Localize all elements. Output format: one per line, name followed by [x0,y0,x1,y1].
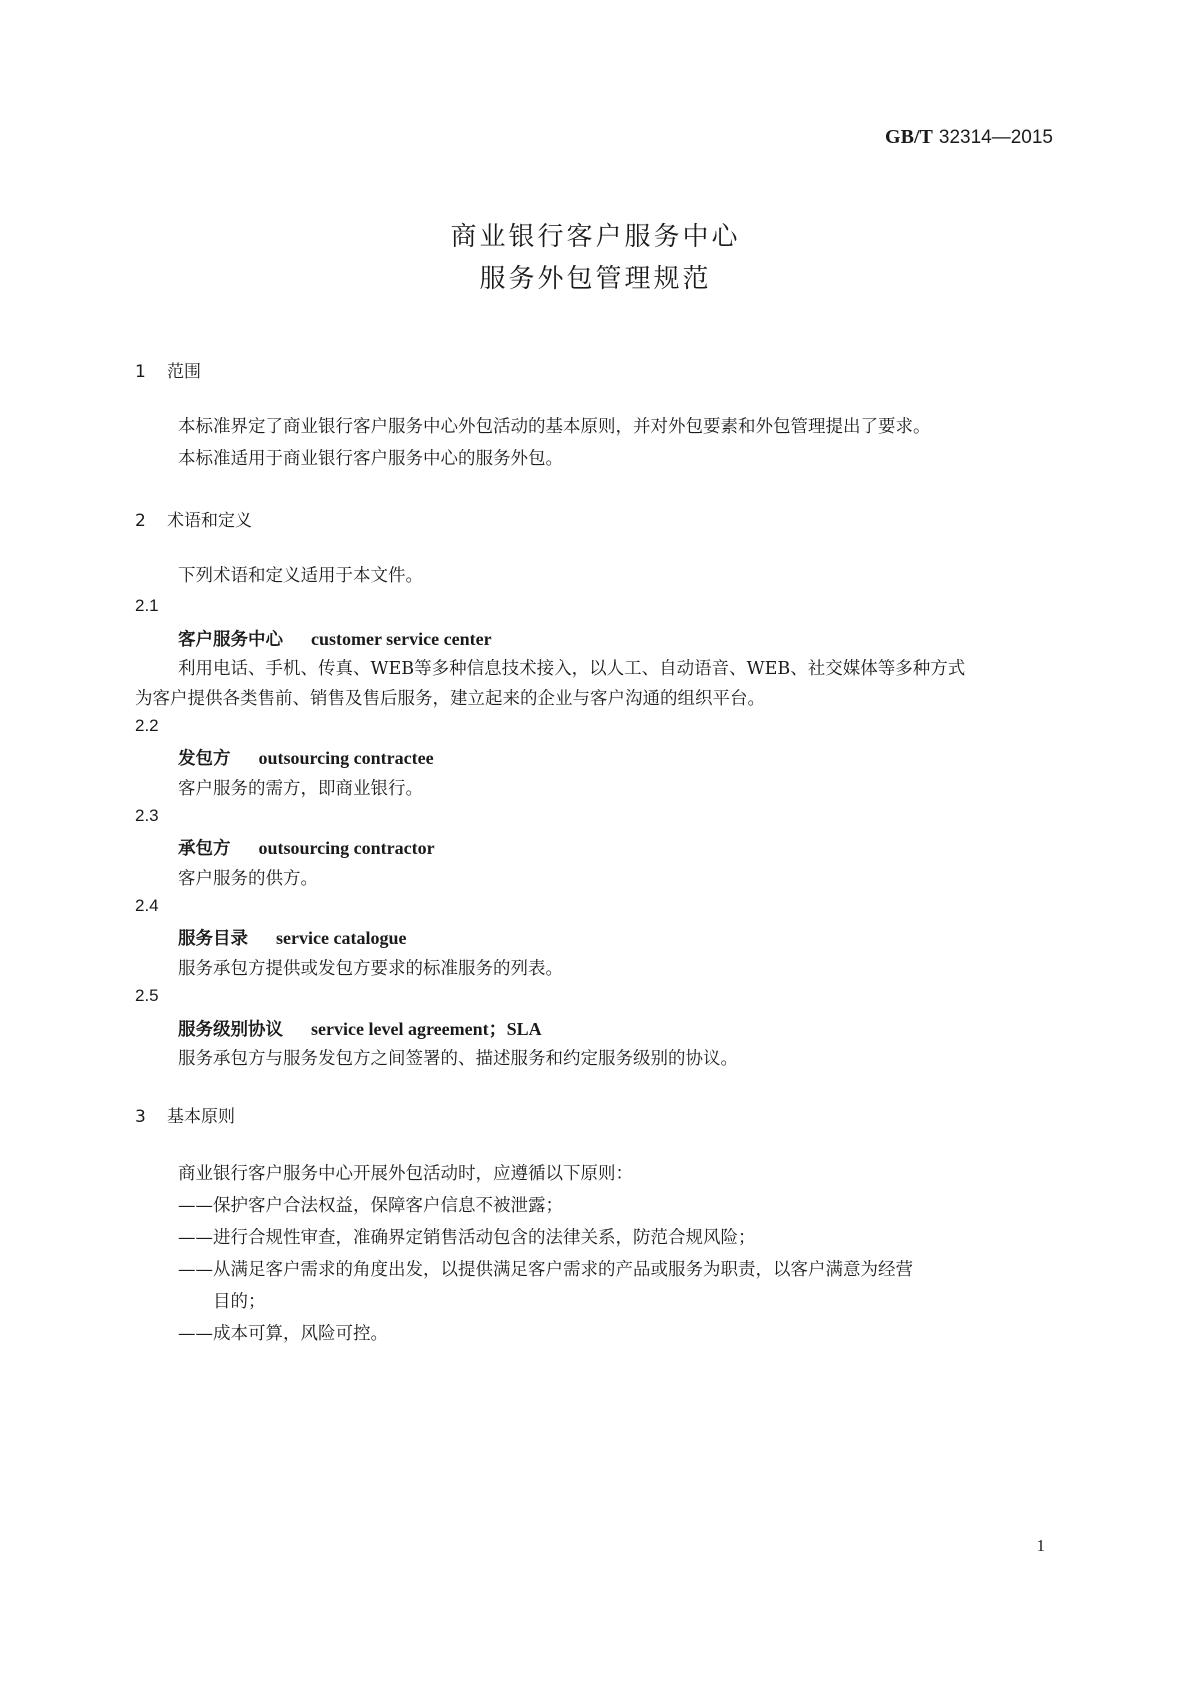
term-zh: 承包方 [178,839,231,859]
term-definition: 利用电话、手机、传真、WEB等多种信息技术接入，以人工、自动语音、WEB、社交媒体等多种方式 [178,659,966,679]
term-title [178,1015,542,1041]
term-en: outsourcing contractee [258,748,434,768]
term-number: 2.2 [135,716,159,735]
term-zh: 服务级别协议 [178,1020,283,1040]
term-zh: 服务目录 [178,929,248,949]
term-title [178,745,434,770]
term-en: customer service center [311,629,492,649]
list-item-continuation: 目的； [213,1292,266,1312]
section-2-heading [135,506,252,531]
list-item: ——成本可算，风险可控。 [178,1324,388,1344]
page-number: 1 [1036,1536,1045,1555]
section-title: 范围 [167,362,201,382]
term-number: 2.5 [135,986,159,1005]
term-en: outsourcing contractor [258,838,435,858]
standard-prefix: GB/T [885,126,933,148]
section-3-heading [135,1102,235,1127]
term-title [178,835,435,860]
term-zh: 客户服务中心 [178,630,283,650]
term-number: 2.1 [135,596,159,615]
term-definition: 为客户提供各类售前、销售及售后服务，建立起来的企业与客户沟通的组织平台。 [135,689,765,709]
section-1-heading [135,357,201,382]
section-title: 术语和定义 [167,511,252,531]
term-title [178,925,406,950]
paragraph: 商业银行客户服务中心开展外包活动时，应遵循以下原则： [178,1164,633,1184]
document-title-line1: 商业银行客户服务中心 [450,222,741,252]
term-definition: 服务承包方提供或发包方要求的标准服务的列表。 [178,959,563,979]
term-en: service catalogue [276,928,407,948]
term-en: service level agreement；SLA [311,1019,542,1039]
section-number: 1 [135,362,146,382]
paragraph: 本标准适用于商业银行客户服务中心的服务外包。 [178,449,563,469]
term-definition: 客户服务的需方，即商业银行。 [178,779,423,799]
list-item: ——从满足客户需求的角度出发，以提供满足客户需求的产品或服务为职责，以客户满意为经营 [178,1260,913,1280]
term-zh: 发包方 [178,749,231,769]
term-number: 2.3 [135,806,159,825]
paragraph: 本标准界定了商业银行客户服务中心外包活动的基本原则，并对外包要素和外包管理提出了要求。 [178,417,931,437]
term-definition: 客户服务的供方。 [178,869,318,889]
section-title: 基本原则 [167,1107,235,1127]
standard-number: 32314—2015 [938,127,1053,148]
standard-code [885,126,1053,149]
list-item: ——保护客户合法权益，保障客户信息不被泄露； [178,1196,563,1216]
term-definition: 服务承包方与服务发包方之间签署的、描述服务和约定服务级别的协议。 [178,1049,738,1069]
paragraph: 下列术语和定义适用于本文件。 [178,566,423,586]
document-title-line2: 服务外包管理规范 [479,264,712,294]
section-number: 2 [135,511,146,531]
section-number: 3 [135,1107,146,1127]
term-number: 2.4 [135,896,159,915]
term-title [178,626,492,651]
list-item: ——进行合规性审查，准确界定销售活动包含的法律关系，防范合规风险； [178,1228,756,1248]
